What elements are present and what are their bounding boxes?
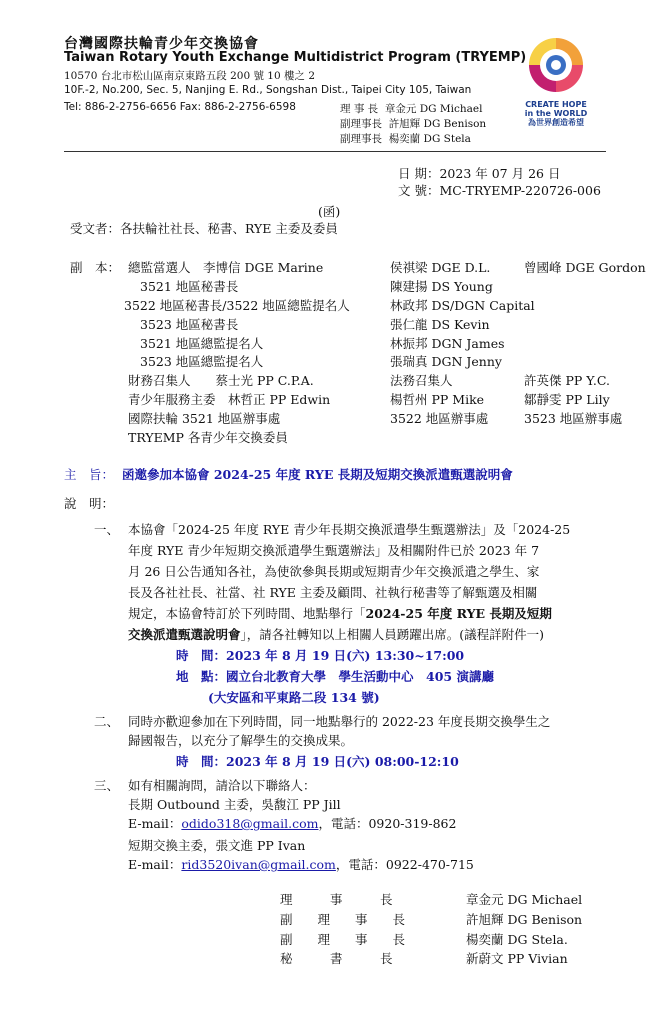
cc-item: 法務召集人 <box>390 373 453 388</box>
signature-title: 秘 書 長 <box>280 951 393 966</box>
body-line: 月 26 日公告通知各社，為使欲參與長期或短期青少年交換派遣之學生、家 <box>128 564 540 579</box>
cc-item: 3523 地區總監提名人 <box>140 354 264 369</box>
officer-name: 楊奕蘭 DG Stela <box>388 133 471 145</box>
body-line: 如有相關詢問，請洽以下聯絡人： <box>128 778 316 793</box>
officer-row <box>340 101 482 116</box>
signature-name: 新蔚文 PP Vivian <box>466 951 568 966</box>
signature-name: 許旭輝 DG Benison <box>466 912 583 927</box>
officer-name: 章金元 DG Michael <box>384 103 483 115</box>
cc-item: 陳建揚 DS Young <box>390 279 493 294</box>
letter-type: (函) <box>318 204 341 219</box>
email-label: E-mail： <box>128 857 182 872</box>
cc-item: TRYEMP 各青少年交換委員 <box>128 430 288 445</box>
report-time: 時 間：2023 年 8 月 19 日(六) 08:00-12:10 <box>176 754 459 769</box>
contact-phone: ，電話：0922-470-715 <box>335 857 474 872</box>
cc-item: 3523 地區秘書長 <box>140 317 239 332</box>
signature-title: 副 理 事 長 <box>280 932 406 947</box>
cc-item: 青少年服務主委 林哲正 PP Edwin <box>128 392 331 407</box>
subject-text: 函邀參加本協會 2024-25 年度 RYE 長期及短期交換派遣甄選說明會 <box>122 467 513 482</box>
item-number: 三、 <box>94 778 120 793</box>
create-hope-logo <box>516 34 596 127</box>
document-date: 日 期：2023 年 07 月 26 日 <box>398 166 561 181</box>
address-chinese: 10570 台北市松山區南京東路五段 200 號 10 樓之 2 <box>64 70 316 82</box>
email-link[interactable]: odido318@gmail.com <box>181 816 319 831</box>
contact-name: 短期交換主委，張文進 PP Ivan <box>128 838 306 853</box>
email-label: E-mail： <box>128 816 182 831</box>
body-line: 歸國報告，以充分了解學生的交換成果。 <box>128 733 354 748</box>
cc-item: 侯祺梁 DGE D.L. <box>390 260 491 275</box>
signature-title: 副 理 事 長 <box>280 912 406 927</box>
officer-name: 許旭輝 DG Benison <box>388 118 487 130</box>
cc-item: 張仁龍 DS Kevin <box>390 317 490 332</box>
contact-line <box>128 814 456 832</box>
cc-item: 張瑞真 DGN Jenny <box>390 354 502 369</box>
create-hope-swirl-icon <box>524 34 588 96</box>
cc-item: 3521 地區總監提名人 <box>140 336 264 351</box>
phone-fax: Tel: 886-2-2756-6656 Fax: 886-2-2756-6598 <box>64 101 296 113</box>
cc-label: 副 本： <box>70 260 121 275</box>
cc-item: 林政邦 DS/DGN Capital <box>390 298 535 313</box>
body-line <box>128 604 552 622</box>
officer-row <box>340 116 486 131</box>
logo-line3: 為世界創造希望 <box>528 117 584 127</box>
signature-name: 楊奕蘭 DG Stela. <box>466 932 568 947</box>
cc-item: 楊哲州 PP Mike <box>390 392 485 407</box>
item-number: 一、 <box>94 522 120 537</box>
logo-line1: CREATE HOPE <box>525 100 587 109</box>
officer-title: 理 事 長 <box>340 103 379 115</box>
event-place: 地 點：國立台北教育大學 學生活動中心 405 演講廳 <box>176 669 494 684</box>
body-line <box>128 625 544 643</box>
cc-item: 曾國峰 DGE Gordon <box>524 260 646 275</box>
cc-item: 國際扶輪 3521 地區辦事處 <box>128 411 281 426</box>
body-text: 」，請各社轉知以上相關人員踴躍出席。(議程詳附件一) <box>240 627 545 642</box>
item-number: 二、 <box>94 714 120 729</box>
body-bold-text: 交換派遣甄選說明會 <box>128 627 241 642</box>
logo-line2: in the WORLD <box>524 109 588 118</box>
officer-row <box>340 131 471 146</box>
body-line: 本協會「2024-25 年度 RYE 青少年長期交換派遣學生甄選辦法」及「2024-25 <box>128 522 571 537</box>
body-line: 同時亦歡迎參加在下列時間，同一地點舉行的 2022-23 年度長期交換學生之 <box>128 714 551 729</box>
org-name-chinese: 台灣國際扶輪青少年交換協會 <box>64 36 259 52</box>
body-text: 規定，本協會特訂於下列時間、地點舉行「 <box>128 606 366 621</box>
header-divider <box>64 151 606 152</box>
contact-name: 長期 Outbound 主委，吳馥江 PP Jill <box>128 797 341 812</box>
org-name-english: Taiwan Rotary Youth Exchange Multidistrict Program (TRYEMP) <box>64 50 527 65</box>
recipient: 受文者：各扶輪社社長、秘書、RYE 主委及委員 <box>70 221 338 236</box>
body-bold-text: 2024-25 年度 RYE 長期及短期 <box>365 606 552 621</box>
event-address: (大安區和平東路二段 134 號) <box>208 690 380 705</box>
cc-item: 林振邦 DGN James <box>390 336 505 351</box>
cc-item: 鄒靜雯 PP Lily <box>524 392 610 407</box>
contact-phone: ，電話：0920-319-862 <box>318 816 457 831</box>
body-line: 長及各社社長、社當、社 RYE 主委及顧問、社執行秘書等了解甄選及相關 <box>128 585 538 600</box>
event-time: 時 間：2023 年 8 月 19 日(六) 13:30~17:00 <box>176 648 465 663</box>
cc-item: 3522 地區辦事處 <box>390 411 489 426</box>
officer-title: 副理事長 <box>340 118 382 130</box>
body-line: 年度 RYE 青少年短期交換派遣學生甄選辦法」及相關附件已於 2023 年 7 <box>128 543 540 558</box>
cc-item: 3521 地區秘書長 <box>140 279 239 294</box>
cc-item: 財務召集人 蔡士光 PP C.P.A. <box>128 373 314 388</box>
cc-item: 3523 地區辦事處 <box>524 411 623 426</box>
cc-item: 總監當選人 李博信 DGE Marine <box>128 260 324 275</box>
cc-item: 3522 地區秘書長/3522 地區總監提名人 <box>124 298 350 313</box>
explanation-label: 說 明： <box>64 496 115 511</box>
document-number: 文 號：MC-TRYEMP-220726-006 <box>398 183 601 198</box>
contact-line <box>128 855 474 873</box>
officer-title: 副理事長 <box>340 133 382 145</box>
address-english: 10F.-2, No.200, Sec. 5, Nanjing E. Rd., Songshan Dist., Taipei City 105, Taiwan <box>64 84 472 96</box>
email-link[interactable]: rid3520ivan@gmail.com <box>181 857 336 872</box>
signature-name: 章金元 DG Michael <box>466 892 583 907</box>
subject-label: 主 旨： <box>64 467 115 482</box>
signature-title: 理 事 長 <box>280 892 393 907</box>
cc-item: 許英傑 PP Y.C. <box>524 373 610 388</box>
